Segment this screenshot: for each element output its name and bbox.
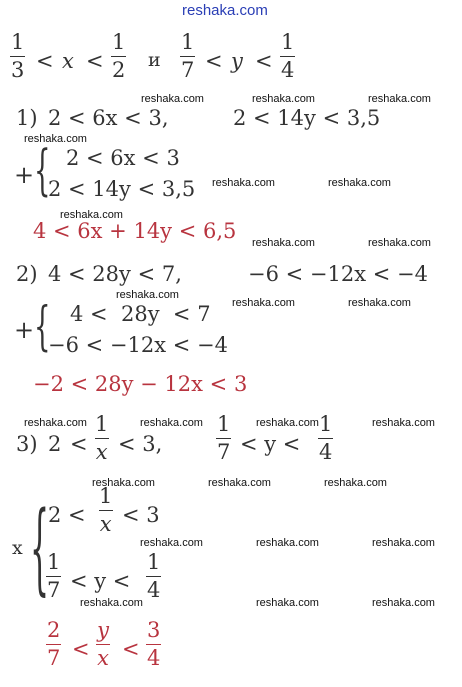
watermark: reshaka.com: [256, 537, 319, 549]
left-brace-icon: {: [34, 298, 51, 358]
watermark: reshaka.com: [140, 417, 203, 429]
fraction-denominator: 3: [11, 58, 25, 82]
part-3-two: 2: [48, 432, 62, 456]
part-1-label: 1): [16, 106, 38, 130]
fraction-one-half: [111, 32, 126, 81]
fraction-one-seventh: [46, 552, 61, 601]
result-fraction-three-quarters: [146, 620, 161, 669]
part-1-system-line-2: 2 < 14y < 3,5: [48, 177, 196, 201]
watermark: reshaka.com: [212, 177, 275, 189]
part-2-system-line-1: 4 < 28y < 7: [70, 302, 211, 326]
result-fraction-y-over-x: [96, 620, 110, 669]
watermark: reshaka.com: [116, 289, 179, 301]
less-than-sign: <: [36, 49, 54, 73]
result-less-than-sign: <: [72, 637, 90, 661]
watermark: reshaka.com: [92, 477, 155, 489]
fraction-one-third: [10, 32, 25, 81]
result-fraction-two-sevenths: [46, 620, 61, 669]
watermark: reshaka.com: [252, 237, 315, 249]
watermark: reshaka.com: [140, 537, 203, 549]
watermark: reshaka.com: [24, 417, 87, 429]
part-1-inequality-x: 2 < 6x < 3,: [48, 106, 169, 130]
part-3-y-between: < y <: [240, 432, 301, 456]
part-3-less-than-three: < 3,: [118, 432, 163, 456]
less-than-sign: <: [255, 49, 273, 73]
part-2-inequality-x: −6 < −12x < −4: [248, 262, 428, 286]
watermark: reshaka.com: [372, 597, 435, 609]
watermark: reshaka.com: [141, 93, 204, 105]
fraction-denominator: x: [97, 646, 109, 670]
fraction-one-seventh: [180, 32, 195, 81]
part-1-inequality-y: 2 < 14y < 3,5: [233, 106, 381, 130]
fraction-numerator: 1: [112, 30, 126, 54]
fraction-numerator: 1: [147, 550, 161, 574]
fraction-numerator: 1: [99, 484, 113, 508]
less-than-sign: <: [205, 49, 223, 73]
variable-y: y: [231, 49, 243, 73]
part-3-system-line-1-right: < 3: [122, 503, 160, 527]
part-2-system-line-2: −6 < −12x < −4: [48, 333, 228, 357]
fraction-numerator: 1: [319, 412, 333, 436]
multiply-sign: x: [12, 537, 23, 559]
fraction-denominator: 4: [147, 578, 161, 602]
fraction-denominator: 4: [319, 440, 333, 464]
part-3-system-line-1-left: 2 <: [48, 503, 86, 527]
fraction-one-seventh: [216, 414, 231, 463]
watermark: reshaka.com: [368, 237, 431, 249]
watermark: reshaka.com: [252, 93, 315, 105]
part-2-label: 2): [16, 262, 38, 286]
site-title-link[interactable]: reshaka.com: [182, 2, 268, 19]
left-brace-icon: {: [30, 493, 50, 609]
watermark: reshaka.com: [256, 597, 319, 609]
fraction-denominator: 7: [47, 578, 61, 602]
fraction-numerator: 1: [181, 30, 195, 54]
fraction-one-quarter: [318, 414, 333, 463]
fraction-numerator: 1: [47, 550, 61, 574]
fraction-numerator: y: [97, 618, 109, 642]
watermark: reshaka.com: [256, 417, 319, 429]
watermark: reshaka.com: [60, 209, 123, 221]
fraction-numerator: 2: [47, 618, 61, 642]
fraction-numerator: 1: [95, 412, 109, 436]
fraction-denominator: 4: [281, 58, 295, 82]
fraction-numerator: 1: [281, 30, 295, 54]
part-1-system-line-1: 2 < 6x < 3: [66, 146, 180, 170]
watermark: reshaka.com: [372, 417, 435, 429]
fraction-denominator: 7: [181, 58, 195, 82]
fraction-numerator: 1: [217, 412, 231, 436]
fraction-denominator: 4: [147, 646, 161, 670]
fraction-denominator: x: [95, 440, 108, 464]
fraction-denominator: 7: [217, 440, 231, 464]
left-brace-icon: {: [34, 140, 51, 203]
variable-x: x: [62, 49, 74, 73]
part-3-system-line-2-middle: < y <: [70, 569, 131, 593]
fraction-denominator: x: [99, 512, 112, 536]
watermark: reshaka.com: [232, 297, 295, 309]
fraction-one-quarter: [146, 552, 161, 601]
fraction-numerator: 1: [11, 30, 25, 54]
conjunction-and: и: [148, 49, 161, 71]
watermark: reshaka.com: [208, 477, 271, 489]
fraction-one-over-x: [98, 486, 113, 535]
watermark: reshaka.com: [80, 597, 143, 609]
fraction-denominator: 2: [112, 58, 126, 82]
watermark: reshaka.com: [372, 537, 435, 549]
watermark: reshaka.com: [328, 177, 391, 189]
part-2-inequality-y: 4 < 28y < 7,: [48, 262, 182, 286]
less-than-sign: <: [70, 432, 88, 456]
watermark: reshaka.com: [324, 477, 387, 489]
fraction-one-quarter: [280, 32, 295, 81]
result-less-than-sign: <: [122, 637, 140, 661]
watermark: reshaka.com: [24, 133, 87, 145]
fraction-denominator: 7: [47, 646, 61, 670]
plus-sign: +: [14, 316, 35, 344]
watermark: reshaka.com: [348, 297, 411, 309]
fraction-one-over-x: [94, 414, 109, 463]
watermark: reshaka.com: [368, 93, 431, 105]
part-1-result: 4 < 6x + 14y < 6,5: [33, 219, 237, 243]
part-3-label: 3): [16, 432, 38, 456]
less-than-sign: <: [86, 49, 104, 73]
part-2-result: −2 < 28y − 12x < 3: [33, 372, 248, 396]
plus-sign: +: [14, 161, 35, 189]
fraction-numerator: 3: [147, 618, 161, 642]
